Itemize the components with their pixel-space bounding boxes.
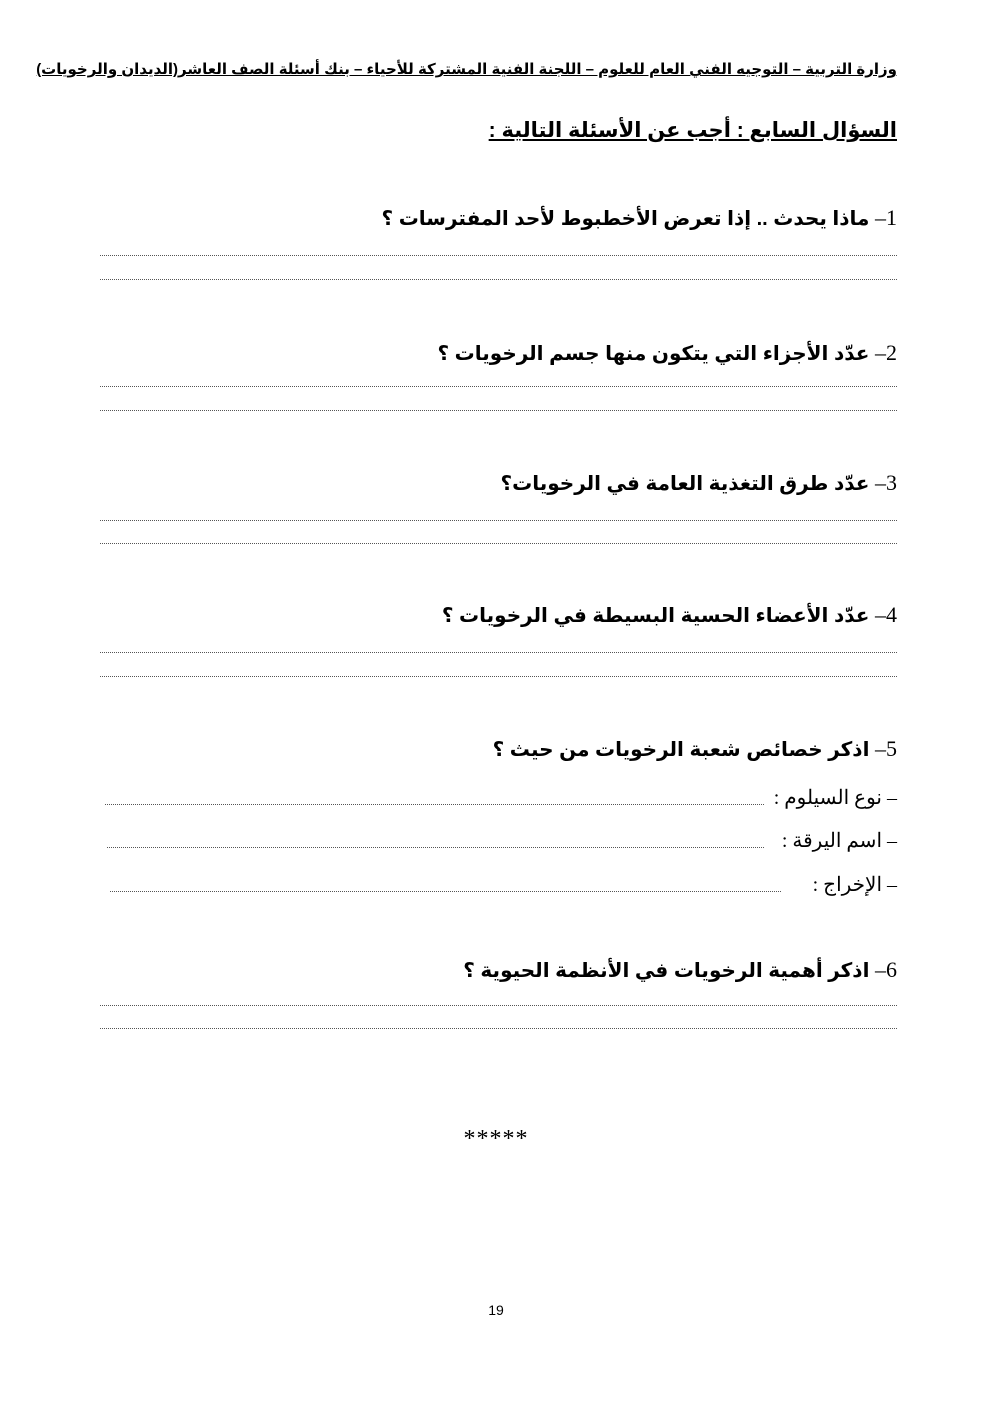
q5-item-label: – نوع السيلوم :: [773, 787, 897, 809]
question-3: [501, 470, 897, 496]
answer-line[interactable]: [105, 804, 764, 805]
question-4: [442, 602, 897, 628]
question-text: عدّد الأعضاء الحسية البسيطة في الرخويات ؟: [441, 605, 870, 627]
question-number: 3–: [875, 470, 897, 495]
question-number: 5–: [875, 736, 897, 761]
question-number: 2–: [875, 340, 897, 365]
answer-line[interactable]: [107, 847, 764, 848]
answer-line[interactable]: [110, 891, 781, 892]
answer-line[interactable]: [100, 543, 897, 544]
answer-line[interactable]: [100, 676, 897, 677]
section-title: السؤال السابع : أجب عن الأسئلة التالية :: [488, 119, 897, 142]
answer-line[interactable]: [100, 279, 897, 280]
page-number: 19: [488, 1302, 504, 1318]
question-number: 1–: [875, 205, 897, 230]
page-header: وزارة التربية – التوجيه الفني العام للعلوم – اللجنة الفنية المشتركة للأحياء – بنك أسئلة الصف العاشر(الديدان والرخويات): [36, 61, 897, 78]
answer-line[interactable]: [100, 386, 897, 387]
answer-line[interactable]: [100, 1005, 897, 1006]
q5-item-label: – الإخراج :: [812, 874, 897, 896]
question-number: 6–: [875, 957, 897, 982]
question-5: [493, 736, 897, 762]
question-text: اذكر أهمية الرخويات في الأنظمة الحيوية ؟: [463, 960, 870, 982]
q5-item-coelom: [105, 785, 897, 810]
q5-item-label: – اسم اليرقة :: [781, 830, 897, 852]
question-2: [438, 340, 898, 366]
q5-item-larva: [107, 828, 897, 853]
answer-line[interactable]: [100, 652, 897, 653]
q5-item-excretion: [110, 872, 897, 897]
question-text: عدّد طرق التغذية العامة في الرخويات؟: [500, 473, 870, 495]
question-6: [463, 957, 897, 983]
question-text: اذكر خصائص شعبة الرخويات من حيث ؟: [492, 739, 870, 761]
question-number: 4–: [875, 602, 897, 627]
answer-line[interactable]: [100, 410, 897, 411]
end-stars: *****: [463, 1126, 529, 1152]
answer-line[interactable]: [100, 520, 897, 521]
question-text: عدّد الأجزاء التي يتكون منها جسم الرخويات ؟: [437, 343, 870, 365]
question-1: [382, 205, 897, 231]
answer-line[interactable]: [100, 1028, 897, 1029]
answer-line[interactable]: [100, 255, 897, 256]
question-text: ماذا يحدث .. إذا تعرض الأخطبوط لأحد المفترسات ؟: [381, 208, 870, 230]
